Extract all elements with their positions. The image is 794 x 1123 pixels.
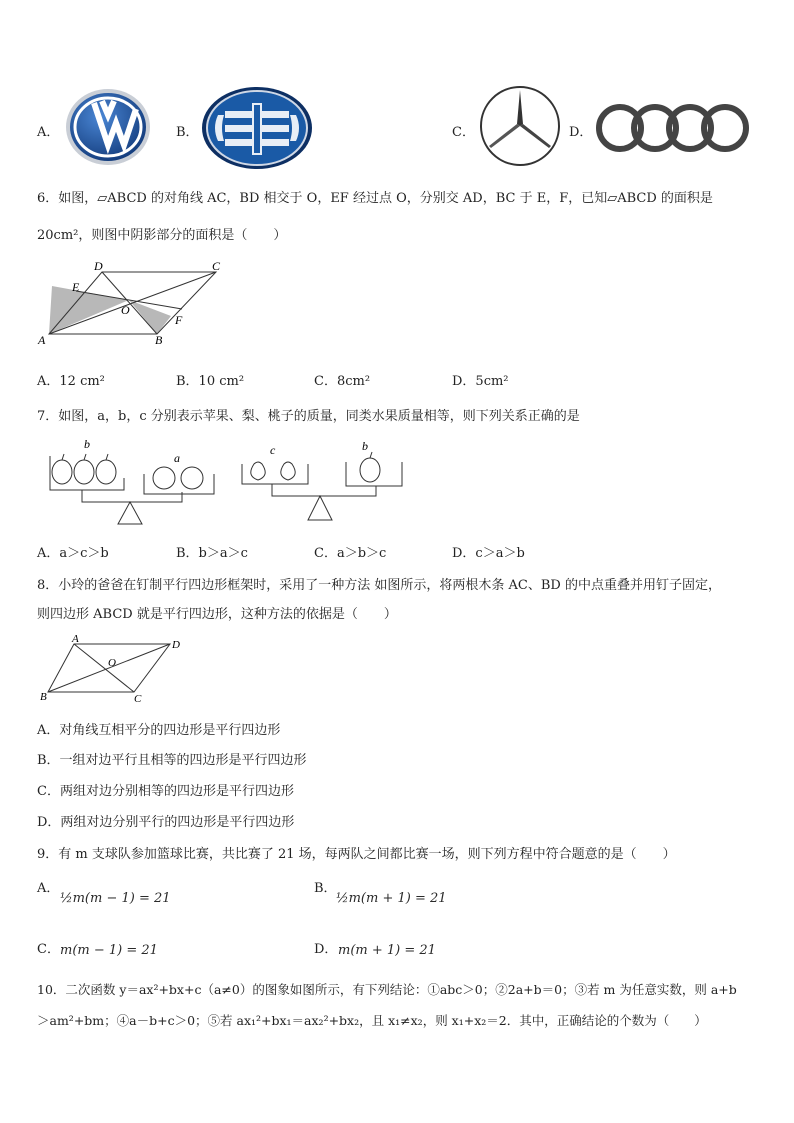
label-c-peaches: c [270,443,276,457]
q5-option-d-label: D． [569,125,593,140]
q6-option-b: B．10 cm² [176,374,245,389]
q8-option-a: A．对角线互相平分的四边形是平行四边形 [37,723,281,738]
q10-stem-line2: ＞am²+bm；④a－b+c＞0；⑤若 ax₁²+bx₁＝ax₂²+bx₂，且 x₁≠x₂，则 x₁+x₂＝2．其中，正确结论的个数为（ ） [37,1013,707,1028]
label-b-pears: b [84,437,90,451]
q5-option-c-label: C． [452,125,475,140]
label-b: B [40,691,47,703]
q7-option-a: A．a＞c＞b [37,546,109,561]
label-f: F [175,313,183,327]
q9-option-a: ½m(m − 1) = 21 [60,891,171,906]
q6-option-d: D．5cm² [452,374,509,389]
label-a: A [72,634,79,645]
q7-balance-figure-2 [236,432,410,532]
q9-option-b: ½m(m + 1) = 21 [336,891,447,906]
q7-option-b: B．b＞a＞c [176,546,248,561]
q5-option-a-label: A． [37,125,60,140]
q9-option-b-letter: B． [314,881,337,896]
q5-option-b-label: B． [176,125,199,140]
q9-option-c-letter: C． [37,942,60,957]
q8-stem-line1: 8．小玲的爸爸在钉制平行四边形框架时，采用了一种方法 如图所示，将两根木条 AC、BD 的中点重叠并用钉子固定， [37,578,721,593]
q8-option-c: C．两组对边分别相等的四边形是平行四边形 [37,784,294,799]
label-o: O [108,657,116,669]
q7-option-c: C．a＞b＞c [314,546,387,561]
q6-stem-line1: 6．如图，▱ABCD 的对角线 AC，BD 相交于 O，EF 经过点 O，分别交 AD，BC 于 E，F，已知▱ABCD 的面积是 [37,191,713,206]
q6-option-c: C．8cm² [314,374,371,389]
label-e: E [72,280,80,294]
label-o: O [121,303,130,317]
q6-option-a: A．12 cm² [37,374,105,389]
label-c: C [212,259,221,273]
q9-stem: 9．有 m 支球队参加篮球比赛，共比赛了 21 场，每两队之间都比赛一场，则下列方程中符合题意的是（ ） [37,847,676,862]
q9-option-d-letter: D． [314,942,338,957]
label-d: D [172,639,180,651]
mercedes-logo [478,84,562,172]
q6-parallelogram-figure [34,258,234,354]
q7-stem: 7．如图，a，b，c 分别表示苹果、梨、桃子的质量，同类水果质量相等，则下列关系正确的是 [37,409,580,424]
q8-option-b: B．一组对边平行且相等的四边形是平行四边形 [37,753,307,768]
q10-stem-line1: 10．二次函数 y＝ax²+bx+c（a≠0）的图象如图所示，有下列结论：①abc＞0；②2a+b＝0；③若 m 为任意实数，则 a+b [37,982,737,997]
label-a: A [38,333,46,347]
label-c: C [134,693,142,705]
q7-balance-figure-1 [44,432,222,532]
label-b-pear: b [362,439,368,453]
q8-parallelogram-figure [38,634,188,710]
q9-option-d: m(m + 1) = 21 [338,943,436,958]
faw-logo [200,85,314,175]
volkswagen-logo [64,87,152,171]
q6-stem-line2: 20cm²，则图中阴影部分的面积是（ ） [37,228,287,243]
q9-option-c: m(m − 1) = 21 [60,943,158,958]
q8-stem-line2: 则四边形 ABCD 就是平行四边形，这种方法的依据是（ ） [37,607,397,622]
q8-option-d: D．两组对边分别平行的四边形是平行四边形 [37,815,295,830]
q7-option-d: D．c＞a＞b [452,546,525,561]
label-d: D [94,259,103,273]
label-b: B [155,333,163,347]
audi-logo [594,100,750,160]
q9-option-a-letter: A． [37,881,60,896]
label-a-apples: a [174,451,180,465]
